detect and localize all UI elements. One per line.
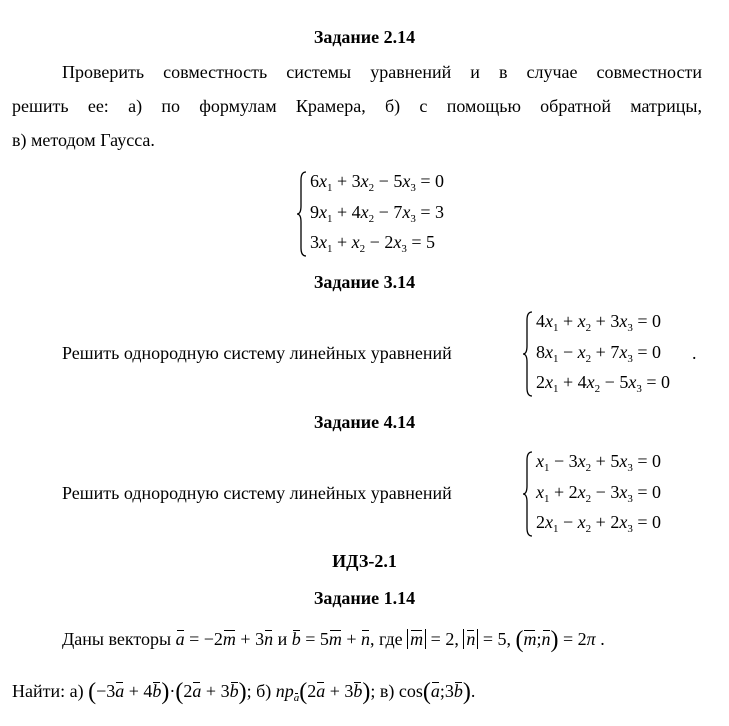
part-v-label: ; в): [370, 681, 395, 701]
equation-term: $x_2$: [351, 232, 366, 255]
find-line: Найти: а) (−3a + 4b)·(2a + 3b); б) $пр_a(2a + 3b)$; в) cos(a;3b).: [12, 679, 476, 705]
equation-term: $5x_3$: [610, 451, 633, 474]
left-brace-icon: [522, 450, 536, 538]
equation-term: $2x_2$: [568, 482, 592, 505]
equation-rhs: 0: [660, 372, 670, 392]
task-3-14-text: Решить однородную систему линейных уравнений: [62, 343, 452, 363]
part-b-label: ; б): [246, 681, 272, 701]
equation-term: $5x_3$: [393, 171, 416, 194]
task-3-14-heading: Задание 3.14: [313, 272, 416, 292]
equation-term: $3x_2$: [351, 171, 375, 194]
equation-term: $2x_1$: [536, 512, 559, 535]
task-2-14-statement: [12, 61, 702, 151]
equation-row: $3x_1 + x_2 - 2x_3 = 5$: [310, 232, 435, 255]
left-brace-icon: [296, 170, 310, 258]
equation-rhs: 0: [434, 171, 444, 191]
left-brace-icon: [522, 310, 536, 398]
find-label: Найти: а): [12, 681, 84, 701]
statement-line-3: в) методом Гаусса.: [12, 130, 155, 150]
statement-line-2: решить ее: а) по формулам Крамера, б) с помощью обратной матрицы,: [12, 96, 702, 116]
equation-rhs: 0: [651, 512, 661, 532]
equation-term: $3x_3$: [610, 311, 633, 334]
equation-term: $x_2$: [577, 342, 592, 365]
task-2-14-heading: Задание 2.14: [313, 27, 416, 47]
equation-row: $9x_1 + 4x_2 - 7x_3 = 3$: [310, 202, 444, 225]
equation-row: $2x_1 - x_2 + 2x_3 = 0$: [536, 512, 661, 535]
equation-term: $3x_2$: [568, 451, 592, 474]
equation-term: $7x_3$: [393, 202, 416, 225]
equation-term: $x_2$: [577, 311, 592, 334]
equation-rhs: 0: [651, 342, 661, 362]
statement-line-1: Проверить совместность системы уравнений и в случае совместности: [62, 62, 702, 82]
vectors-given-line: Даны векторы a = −2m + 3n и b = 5m + n, где m = 2, n = 5, (m;n) = 2π .: [62, 627, 605, 653]
system-2-14: [296, 170, 496, 258]
equation-term: $x_2$: [577, 512, 592, 535]
task-4-14-heading: Задание 4.14: [313, 412, 416, 432]
equation-term: $2x_3$: [384, 232, 407, 255]
task-4-14-text: Решить однородную систему линейных уравнений: [62, 483, 452, 503]
equation-term: $2x_3$: [610, 512, 633, 535]
equation-term: $x_1$: [536, 451, 550, 474]
equation-rhs: 0: [651, 482, 661, 502]
equation-row: $4x_1 + x_2 + 3x_3 = 0$: [536, 311, 661, 334]
equation-term: $2x_1$: [536, 372, 559, 395]
equation-term: $9x_1$: [310, 202, 333, 225]
equation-row: $6x_1 + 3x_2 - 5x_3 = 0$: [310, 171, 444, 194]
equation-row: $8x_1 - x_2 + 7x_3 = 0$: [536, 342, 661, 365]
idz-heading: ИДЗ-2.1: [332, 551, 397, 571]
equation-rhs: 5: [425, 232, 435, 252]
equation-row: $x_1 - 3x_2 + 5x_3 = 0$: [536, 451, 661, 474]
task-1-14-heading: Задание 1.14: [313, 588, 416, 608]
equation-term: $3x_1$: [310, 232, 333, 255]
equation-row: $x_1 + 2x_2 - 3x_3 = 0$: [536, 482, 661, 505]
and-word: и: [277, 629, 288, 649]
equation-term: $x_1$: [536, 482, 550, 505]
equation-term: $4x_2$: [577, 372, 601, 395]
trailing-period: .: [692, 343, 697, 363]
equation-term: $6x_1$: [310, 171, 333, 194]
where-word: , где: [370, 629, 403, 649]
system-4-14: [522, 450, 722, 538]
cos-label: cos: [398, 681, 423, 701]
equation-term: $4x_2$: [351, 202, 375, 225]
equation-term: $8x_1$: [536, 342, 559, 365]
equation-rhs: 3: [434, 202, 444, 222]
equation-term: $5x_3$: [619, 372, 642, 395]
equation-term: $4x_1$: [536, 311, 559, 334]
given-prefix: Даны векторы: [62, 629, 172, 649]
equation-term: $3x_3$: [610, 482, 633, 505]
equation-row: $2x_1 + 4x_2 - 5x_3 = 0$: [536, 372, 670, 395]
equation-rhs: 0: [651, 451, 661, 471]
equation-term: $7x_3$: [610, 342, 633, 365]
equation-rhs: 0: [651, 311, 661, 331]
proj-label: пр: [275, 681, 294, 701]
